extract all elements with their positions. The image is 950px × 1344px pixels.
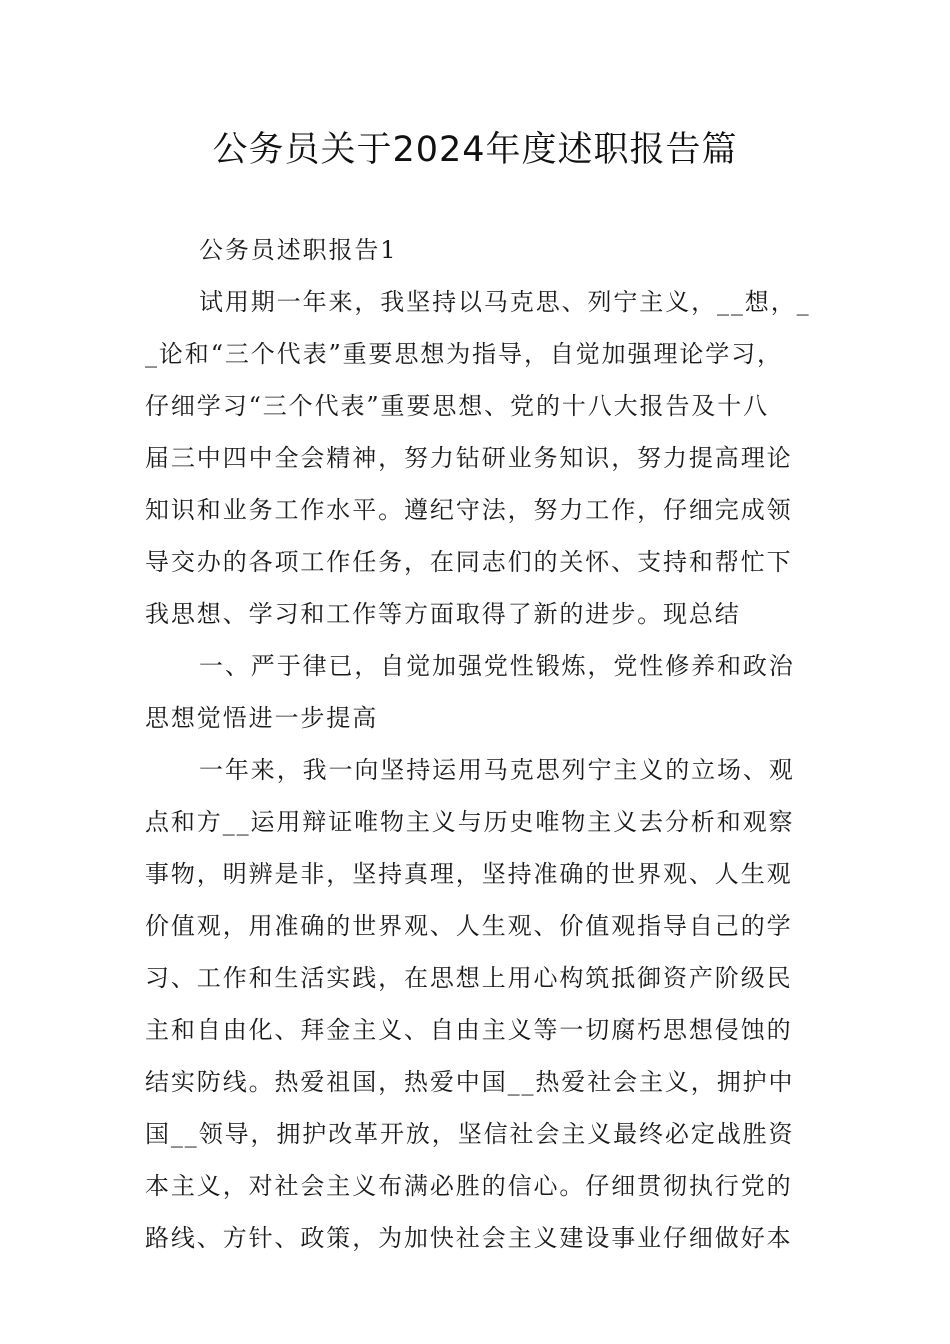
paragraph-line: 我思想、学习和工作等方面取得了新的进步。现总结: [145, 600, 741, 628]
paragraph-line: 习、工作和生活实践，在思想上用心构筑抵御资产阶级民: [145, 964, 793, 992]
section-heading: 公务员述职报告1: [199, 236, 398, 264]
paragraph-line: 事物，明辨是非，坚持真理，坚持准确的世界观、人生观: [145, 860, 793, 888]
paragraph-line: 结实防线。热爱祖国，热爱中国__热爱社会主义，拥护中: [145, 1068, 795, 1096]
document-body: [145, 224, 811, 1264]
document-title: 公务员关于2024年度述职报告篇: [212, 130, 738, 170]
section-heading-line: 思想觉悟进一步提高: [145, 704, 379, 732]
paragraph-line: 届三中四中全会精神，努力钻研业务知识，努力提高理论: [145, 444, 793, 472]
paragraph-line: 主和自由化、拜金主义、自由主义等一切腐朽思想侵蚀的: [145, 1016, 793, 1044]
paragraph-line: 国__领导，拥护改革开放，坚信社会主义最终必定战胜资: [145, 1120, 795, 1148]
paragraph-line: 一年来，我一向坚持运用马克思列宁主义的立场、观: [199, 756, 795, 784]
paragraph-line: 试用期一年来，我坚持以马克思、列宁主义，__想，_: [199, 288, 811, 316]
paragraph-line: 仔细学习“三个代表”重要思想、党的十八大报告及十八: [145, 392, 770, 420]
paragraph-line: 价值观，用准确的世界观、人生观、价值观指导自己的学: [145, 912, 793, 940]
paragraph-line: 路线、方针、政策，为加快社会主义建设事业仔细做好本: [145, 1224, 793, 1252]
paragraph-line: 点和方__运用辩证唯物主义与历史唯物主义去分析和观察: [145, 808, 795, 836]
section-heading-line: 一、严于律已，自觉加强党性锻炼，党性修养和政治: [199, 652, 795, 680]
paragraph-line: 本主义，对社会主义布满必胜的信心。仔细贯彻执行党的: [145, 1172, 793, 1200]
paragraph-line: _论和“三个代表”重要思想为指导，自觉加强理论学习，: [145, 340, 783, 368]
paragraph-line: 导交办的各项工作任务，在同志们的关怀、支持和帮忙下: [145, 548, 793, 576]
paragraph-line: 知识和业务工作水平。遵纪守法，努力工作，仔细完成领: [145, 496, 793, 524]
